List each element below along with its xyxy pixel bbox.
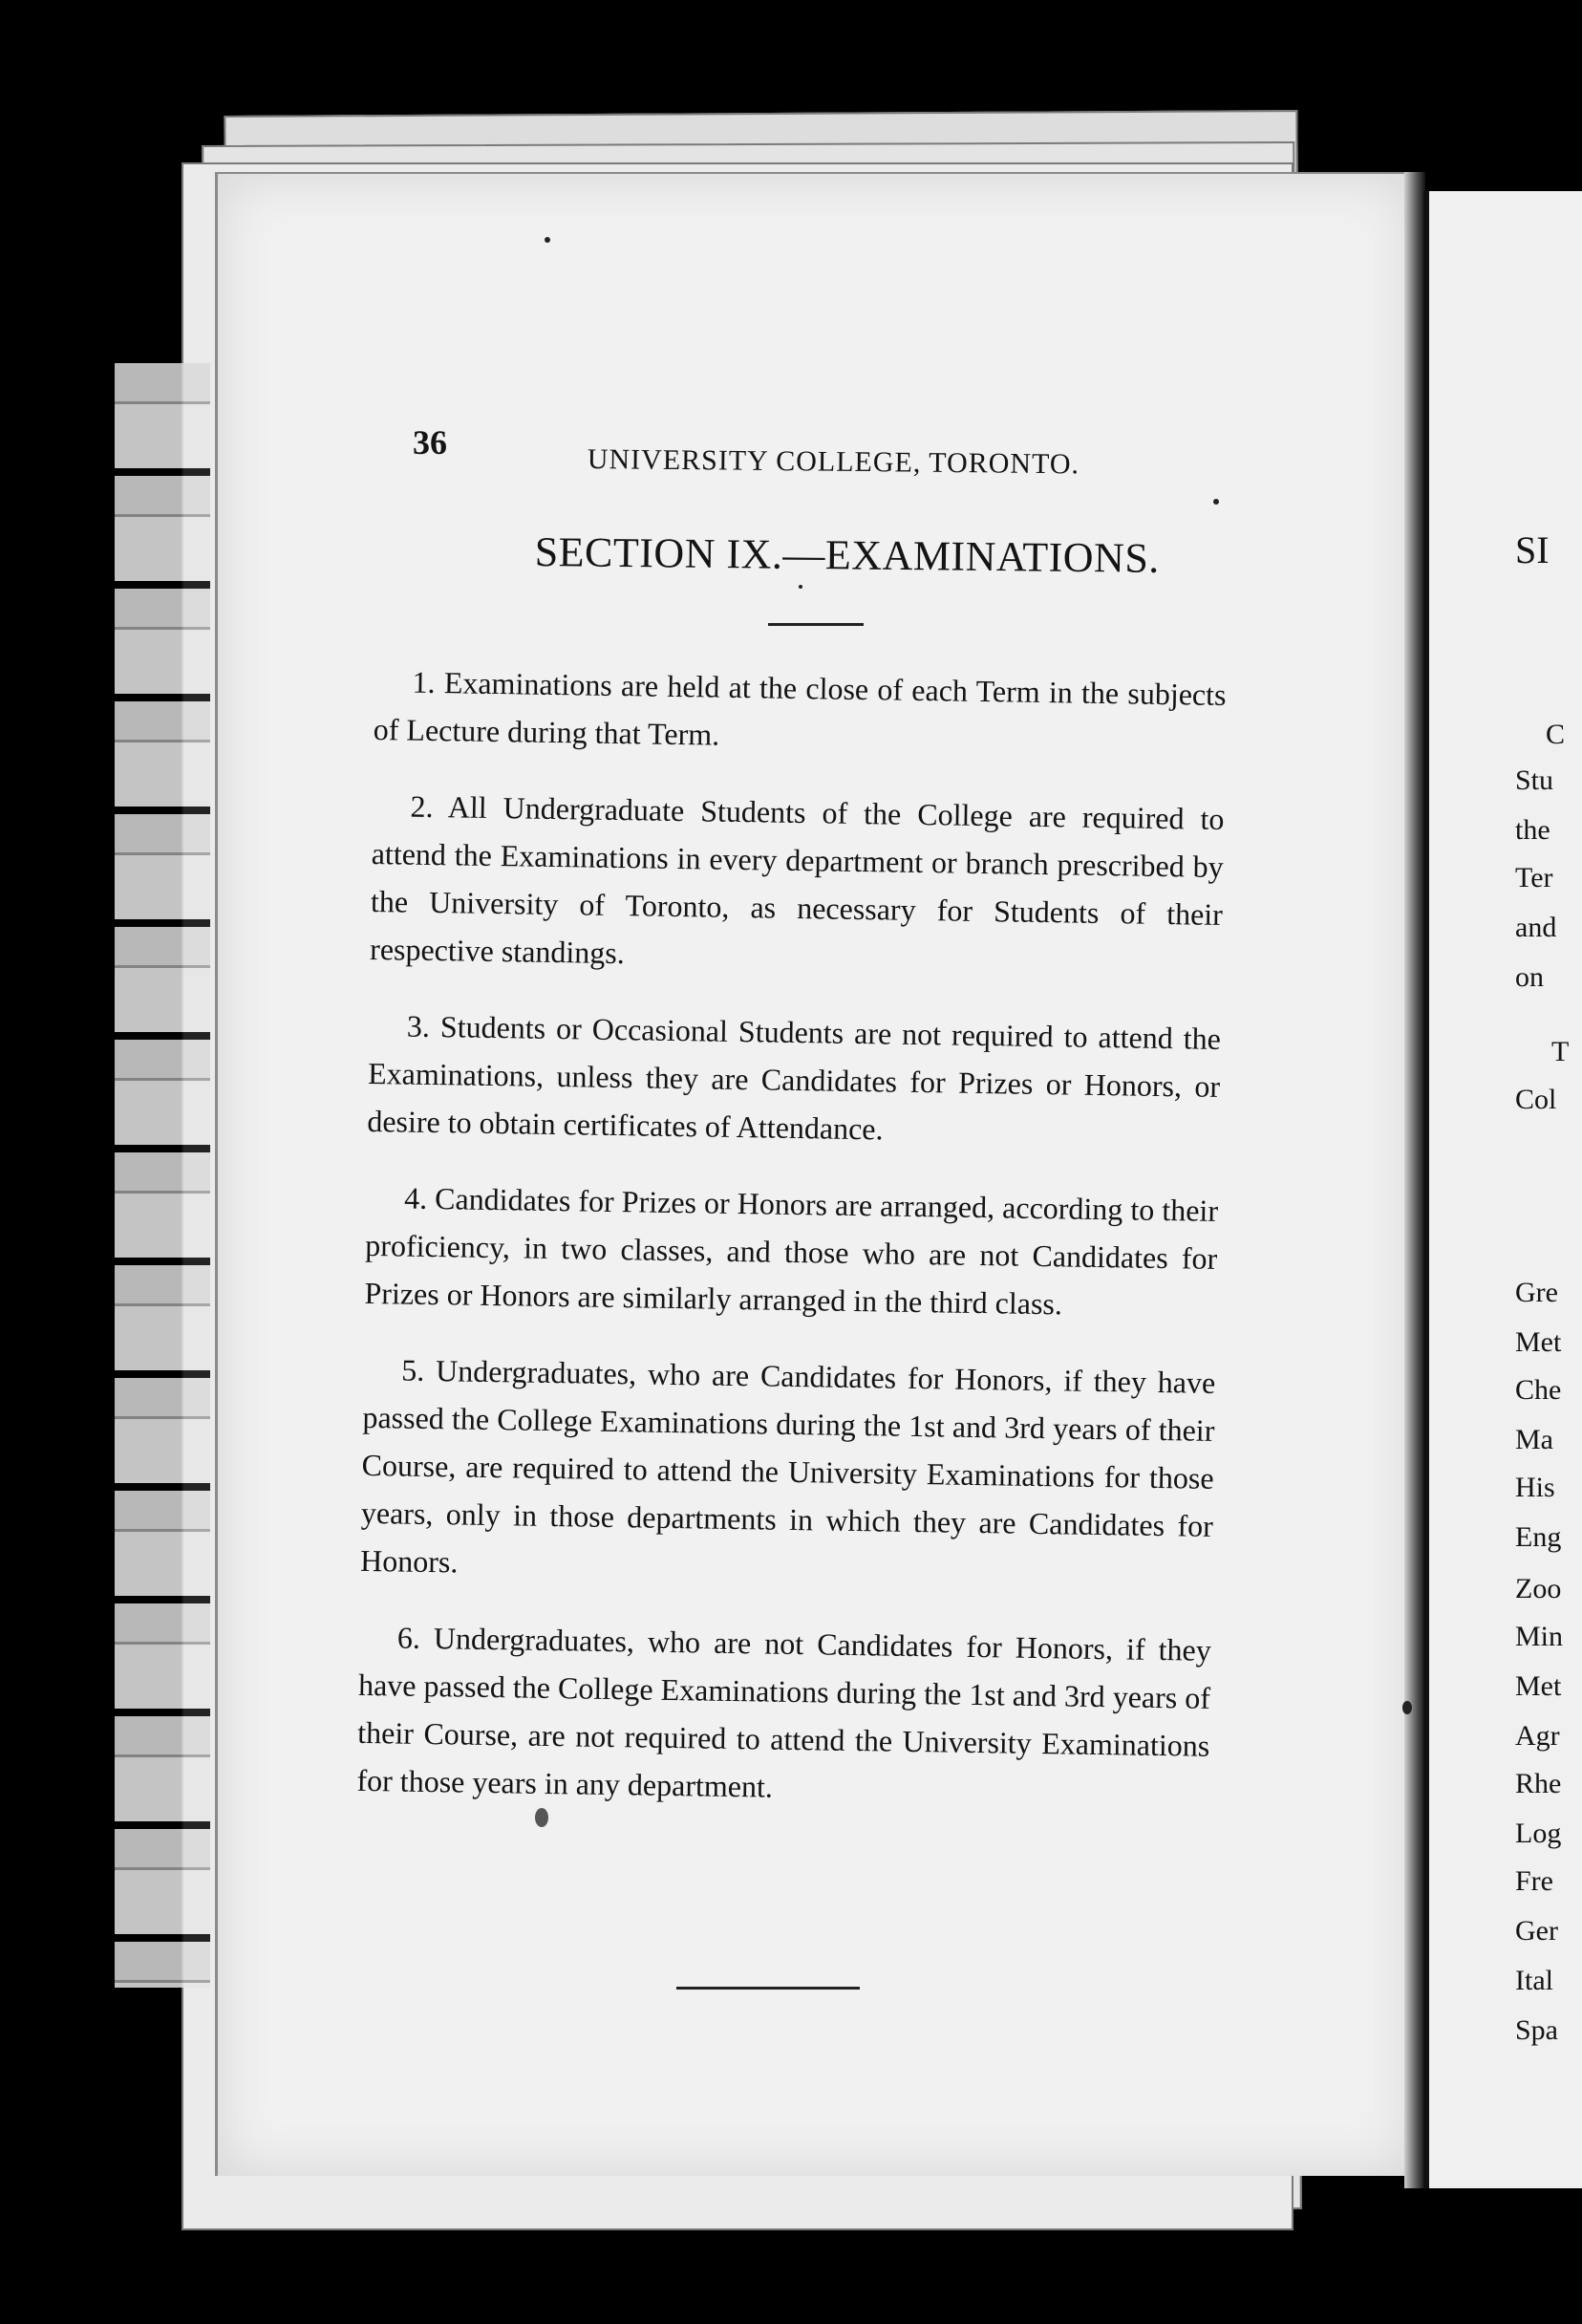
paragraph-number: 2. [410, 788, 434, 824]
facing-line: Log [1515, 1818, 1562, 1849]
facing-line: T [1551, 1036, 1570, 1067]
paragraph-4 [364, 1173, 1218, 1330]
print-speck [799, 585, 802, 589]
book-gutter [1404, 172, 1425, 2188]
paragraph-number: 5. [401, 1352, 425, 1388]
facing-line: on [1515, 961, 1544, 993]
facing-line: SI [1515, 528, 1550, 571]
facing-line: Met [1515, 1326, 1562, 1358]
paragraph-number: 6. [396, 1620, 421, 1655]
facing-line: Che [1515, 1374, 1562, 1406]
facing-line: Eng [1515, 1521, 1562, 1553]
facing-line: C [1546, 719, 1566, 750]
end-rule [676, 1987, 860, 1990]
facing-line: Spa [1515, 2014, 1558, 2046]
print-speck [1213, 499, 1219, 505]
facing-line: Rhe [1515, 1768, 1562, 1799]
facing-line: the [1515, 814, 1550, 846]
paragraph-text: All Undergraduate Students of the College are required to attend the Examinations in every department or branch prescribed by the University of Toronto, as necessary for Students of their respective standings. [369, 789, 1225, 971]
print-speck [535, 1808, 548, 1827]
paragraph-text: Undergraduates, who are not Candidates for Honors, if they have passed the College Examinations during the 1st and 3rd years of their Course, are not required to attend the University Examinations for those years in any department. [356, 1621, 1212, 1804]
facing-line: Gre [1515, 1277, 1558, 1308]
running-title: UNIVERSITY COLLEGE, TORONTO. [587, 443, 1080, 481]
page-number: 36 [413, 423, 447, 462]
facing-line: Fre [1515, 1865, 1553, 1897]
paragraph-6 [356, 1613, 1211, 1818]
facing-line: and [1515, 912, 1557, 943]
torn-page-edges [115, 363, 210, 1988]
facing-line: Stu [1515, 764, 1554, 796]
facing-line: Ger [1515, 1915, 1558, 1947]
paragraph-1 [373, 657, 1226, 766]
paragraph-text: Candidates for Prizes or Honors are arranged, according to their proficiency, in two classes, and those who are not Candidates for Prizes or Honors are similarly arranged in the third class. [364, 1181, 1219, 1322]
paragraph-text: Students or Occasional Students are not required to attend the Examinations, unless they are Candidates for Prizes or Honors, or desire to obtain certificates of Attendance. [367, 1009, 1222, 1147]
title-rule [768, 623, 864, 626]
print-speck [545, 237, 550, 243]
facing-line: Ital [1515, 1965, 1553, 1996]
facing-line: Agr [1515, 1720, 1560, 1752]
body-text [356, 657, 1227, 1846]
paragraph-3 [367, 1001, 1221, 1158]
paragraph-text: Examinations are held at the close of each Term in the subjects of Lecture during that Term. [373, 665, 1227, 752]
paragraph-text: Undergraduates, who are Candidates for Honors, if they have passed the College Examinations during the 1st and 3rd years of their Course, are required to attend the University Examinations for those years, only in those departments in which they are Candidates for Honors. [359, 1353, 1216, 1580]
paragraph-2 [370, 782, 1225, 986]
print-speck [1402, 1701, 1412, 1714]
facing-line: Met [1515, 1670, 1562, 1702]
section-title: SECTION IX.—EXAMINATIONS. [534, 527, 1161, 582]
paragraph-5 [360, 1345, 1216, 1598]
facing-line: Ma [1515, 1424, 1553, 1455]
facing-line: Ter [1515, 862, 1553, 893]
facing-line: Min [1515, 1621, 1564, 1652]
paragraph-number: 1. [412, 664, 436, 699]
facing-line: Col [1515, 1084, 1557, 1115]
paragraph-number: 4. [403, 1180, 428, 1216]
facing-page [1423, 191, 1582, 2188]
paragraph-number: 3. [406, 1008, 431, 1044]
facing-line: His [1515, 1472, 1555, 1503]
facing-line: Zoo [1515, 1573, 1562, 1604]
